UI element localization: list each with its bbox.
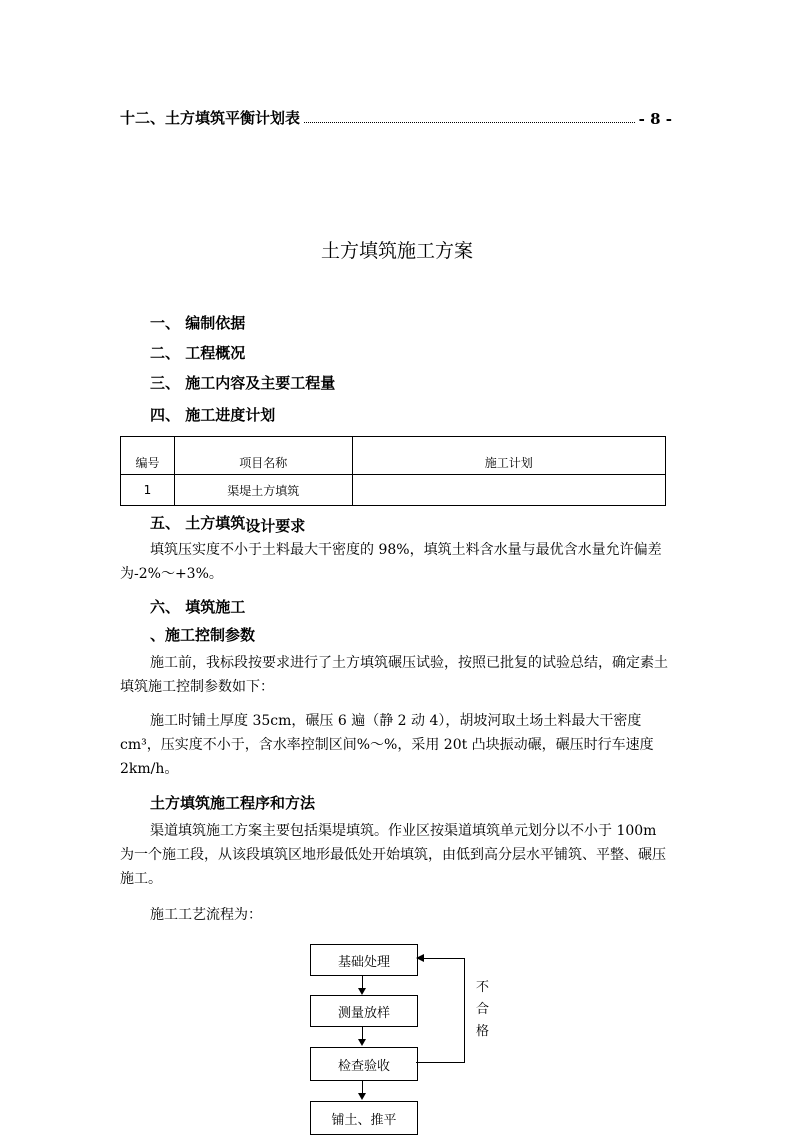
header-item-name: 项目名称 xyxy=(174,437,352,475)
fail-label: 不合格 xyxy=(476,980,490,1039)
flow-step-foundation: 基础处理 xyxy=(310,944,418,976)
flow-connector xyxy=(362,1026,363,1040)
toc-entry xyxy=(120,106,672,128)
toc-dot-leader xyxy=(304,122,635,123)
arrow-down-icon xyxy=(358,1039,366,1046)
heading-fill-construction: 六、 填筑施工 xyxy=(150,598,246,616)
feedback-line-top xyxy=(424,958,464,959)
toc-page-number: - 8 - xyxy=(638,110,672,128)
heading-schedule: 四、 施工进度计划 xyxy=(150,406,276,424)
cell-plan xyxy=(352,475,665,506)
document-title: 土方填筑施工方案 xyxy=(320,240,473,262)
table-header-row xyxy=(121,437,666,475)
flow-connector xyxy=(362,975,363,989)
flow-step-spread-level: 铺土、推平 xyxy=(310,1101,418,1135)
cell-number: 1 xyxy=(121,475,175,506)
heading-content: 三、 施工内容及主要工程量 xyxy=(150,374,336,392)
paragraph-flow-intro: 施工工艺流程为： xyxy=(150,907,262,923)
paragraph-compaction: 填筑压实度不小于土料最大干密度的 98%，填筑土料含水量与最优含水量允许偏差为-2%～+3%。 xyxy=(120,542,662,582)
paragraph-trial: 施工前，我标段按要求进行了土方填筑碾压试验，按照已批复的试验总结，确定素土填筑施工控制参数如下： xyxy=(120,655,668,695)
schedule-table xyxy=(120,436,666,506)
heading-basis: 一、 编制依据 xyxy=(150,314,246,332)
paragraph-method: 渠道填筑施工方案主要包括渠堤填筑。作业区按渠道填筑单元划分以不小于 100m 为一个施工段，从该段填筑区地形最低处开始填筑，由低到高分层水平铺筑、平整、碾压施工。 xyxy=(120,823,666,887)
header-plan: 施工计划 xyxy=(352,437,665,475)
flow-step-survey: 测量放样 xyxy=(310,995,418,1027)
flow-step-inspection: 检查验收 xyxy=(310,1047,418,1081)
heading-overview: 二、 工程概况 xyxy=(150,344,246,362)
feedback-line-vertical xyxy=(464,958,465,1063)
cell-item-name: 渠堤土方填筑 xyxy=(174,475,352,506)
flow-connector xyxy=(362,1080,363,1094)
arrow-down-icon xyxy=(358,1093,366,1100)
header-number: 编号 xyxy=(121,437,175,475)
paragraph-parameters: 施工时铺土厚度 35cm，碾压 6 遍（静 2 动 4），胡坡河取土场土料最大干密度 cm³，压实度不小于，含水率控制区间%～%，采用 20t 凸块振动碾，碾压时行车速度 2km/h。 xyxy=(120,713,654,777)
arrow-left-icon xyxy=(416,954,424,962)
heading-design-requirements-part2: 设计要求 xyxy=(245,517,306,535)
table-row xyxy=(121,475,666,506)
heading-design-requirements-part1: 五、 土方填筑 xyxy=(150,514,246,532)
feedback-line-bottom xyxy=(416,1062,464,1063)
heading-procedure: 土方填筑施工程序和方法 xyxy=(150,794,316,812)
heading-control-params: 、施工控制参数 xyxy=(150,626,256,644)
heading-design-requirements xyxy=(150,512,305,533)
arrow-down-icon xyxy=(358,988,366,995)
toc-text: 十二、土方填筑平衡计划表 xyxy=(120,109,301,127)
